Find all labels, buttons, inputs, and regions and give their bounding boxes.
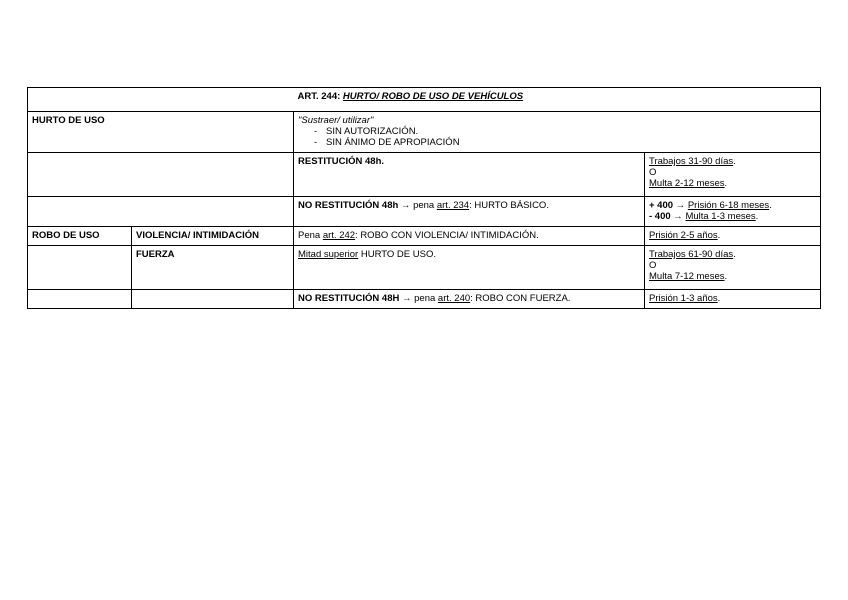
restitucion-penalty: Trabajos 31-90 días. O Multa 2-12 meses.	[645, 153, 821, 197]
definition-text: "Sustraer/ utilizar"	[298, 115, 374, 126]
article-number: ART. 244:	[297, 91, 343, 102]
violencia-penalty: Prisión 2-5 años.	[645, 227, 821, 246]
violencia-text: Pena art. 242: ROBO CON VIOLENCIA/ INTIMIDACIÓN.	[294, 227, 645, 246]
no-restitucion-penalty: + 400 → Prisión 6-18 meses. - 400 → Multa 1-3 meses.	[645, 197, 821, 227]
penalty-link[interactable]: Multa 2-12 meses	[649, 178, 725, 189]
fuerza-text: Mitad superior HURTO DE USO.	[294, 246, 645, 290]
or-label: O	[649, 260, 657, 271]
penalty-link[interactable]: Prisión 2-5 años	[649, 230, 718, 241]
hurto-no-restitucion-row	[28, 197, 821, 227]
penalty-link[interactable]: Multa 7-12 meses	[649, 271, 725, 282]
robo-fuerza-row	[28, 246, 821, 290]
article-table	[27, 87, 821, 309]
article-heading: HURTO/ ROBO DE USO DE VEHÍCULOS	[342, 91, 524, 102]
bullet-item: - SIN AUTORIZACIÓN.	[316, 126, 816, 137]
hurto-definition	[294, 112, 821, 153]
article-link[interactable]: art. 234	[436, 200, 470, 211]
no-restitucion-label: NO RESTITUCIÓN 48h	[298, 200, 399, 211]
penalty-link[interactable]: Trabajos 31-90 días	[649, 156, 734, 167]
hurto-definition-row	[28, 112, 821, 153]
no-restitucion-label: NO RESTITUCIÓN 48H	[298, 293, 400, 304]
robo-no-restitucion-row	[28, 290, 821, 309]
penalty-link[interactable]: Prisión 6-18 meses	[687, 200, 770, 211]
definition-bullets	[298, 126, 816, 148]
penalty-link[interactable]: Trabajos 61-90 días	[649, 249, 734, 260]
penalty-link[interactable]: Multa 1-3 meses	[685, 211, 756, 222]
robo-no-restitucion-text: NO RESTITUCIÓN 48H → pena art. 240: ROBO CON FUERZA.	[294, 290, 645, 309]
mitad-superior-link[interactable]: Mitad superior	[298, 249, 359, 260]
hurto-label: HURTO DE USO	[28, 112, 294, 153]
robo-violencia-row	[28, 227, 821, 246]
no-restitucion-text: NO RESTITUCIÓN 48h → pena art. 234: HURTO BÁSICO.	[294, 197, 645, 227]
or-label: O	[649, 167, 657, 178]
penalty-link[interactable]: Prisión 1-3 años	[649, 293, 718, 304]
fuerza-penalty: Trabajos 61-90 días. O Multa 7-12 meses.	[645, 246, 821, 290]
hurto-restitucion-row	[28, 153, 821, 197]
restitucion-label: RESTITUCIÓN 48h.	[294, 153, 645, 197]
violencia-label: VIOLENCIA/ INTIMIDACIÓN	[132, 227, 294, 246]
article-link[interactable]: art. 240	[437, 293, 471, 304]
robo-no-restitucion-penalty: Prisión 1-3 años.	[645, 290, 821, 309]
title-row	[28, 88, 821, 112]
article-title	[294, 88, 821, 112]
robo-label: ROBO DE USO	[28, 227, 132, 246]
fuerza-label: FUERZA	[132, 246, 294, 290]
article-link[interactable]: art. 242	[322, 230, 356, 241]
bullet-item: - SIN ÁNIMO DE APROPIACIÓN	[316, 137, 816, 148]
